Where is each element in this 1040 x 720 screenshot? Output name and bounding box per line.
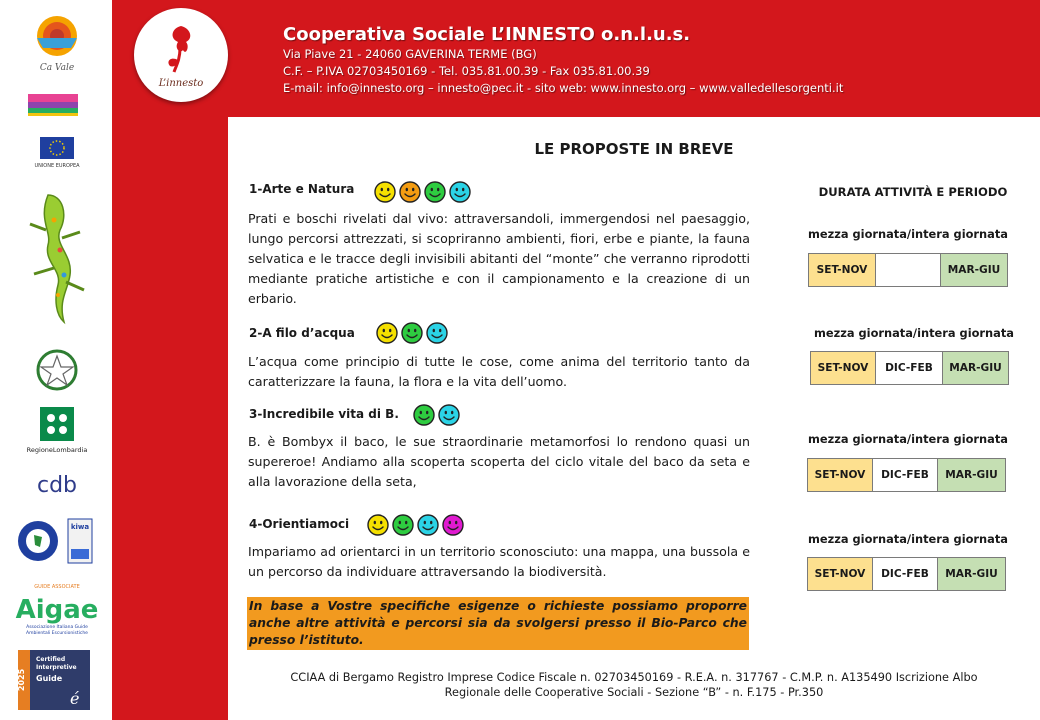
- svg-text:Certified: Certified: [36, 656, 66, 663]
- svg-text:UNIONE EUROPEA: UNIONE EUROPEA: [34, 163, 80, 169]
- svg-text:2025: 2025: [17, 668, 26, 692]
- svg-text:Interpretive: Interpretive: [36, 664, 77, 671]
- period-cell-mar-giu: MAR-GIU: [938, 558, 1005, 590]
- smiley-group: [376, 322, 448, 344]
- regione-lombardia-logo-icon: [18, 405, 96, 457]
- smiley-green-icon: [413, 404, 435, 426]
- period-cell-mar-giu: MAR-GIU: [941, 254, 1007, 286]
- smiley-green-icon: [392, 514, 414, 536]
- svg-text:é: é: [70, 689, 80, 708]
- svg-text:Ambientali Escursionistiche: Ambientali Escursionistiche: [26, 631, 88, 636]
- activity-description: Impariamo ad orientarci in un territorio sconosciuto: una mappa, una bussola e un percorso da individuare attraversando la biodiversità.: [248, 544, 750, 579]
- svg-text:kiwa: kiwa: [70, 523, 90, 531]
- aigae-logo-icon: [15, 580, 99, 640]
- period-cell-set-nov: SET-NOV: [809, 254, 876, 286]
- org-title: Cooperativa Sociale L’INNESTO o.n.l.u.s.: [283, 24, 691, 45]
- left-red-band: [112, 117, 228, 720]
- custom-proposal-note: In base a Vostre specifiche esigenze o richieste possiamo proporre anche altre attività e percorsi sia da svolgersi presso il Bio-Parco che presso l’istituto.: [247, 597, 749, 650]
- smiley-group: [413, 404, 460, 426]
- smiley-magenta-icon: [442, 514, 464, 536]
- footer-line-2: Regionale delle Cooperative Sociali - Sezione “B” - n. F.175 - Pr.350: [444, 686, 824, 699]
- activity-description: Prati e boschi rivelati dal vivo: attraversandoli, immergendosi nel paesaggio, lungo percorsi attrezzati, si scopriranno ambienti, fiori, erbe e piante, la fauna selvatica e le tracce degli invisibili abitanti del “monte” che verranno riprodotti mediante pratiche artistiche e con il campionamento e la creazione di un erbario.: [248, 211, 750, 306]
- org-fiscal: C.F. – P.IVA 02703450169 - Tel. 035.81.00.39 - Fax 035.81.00.39: [283, 64, 650, 78]
- period-cell-set-nov: SET-NOV: [808, 558, 873, 590]
- org-address: Via Piave 21 - 24060 GAVERINA TERME (BG): [283, 47, 537, 61]
- period-label: mezza giornata/intera giornata: [808, 432, 1008, 446]
- period-label: mezza giornata/intera giornata: [808, 227, 1008, 241]
- svg-text:Guide: Guide: [36, 674, 63, 683]
- period-table: [808, 253, 1008, 287]
- expo-logo-icon: [18, 90, 96, 120]
- eu-flag-icon: [18, 135, 96, 177]
- svg-text:Associazione Italiana Guide: Associazione Italiana Guide: [26, 625, 88, 630]
- republic-emblem-icon: [18, 348, 96, 392]
- period-cell-dic-feb: DIC-FEB: [873, 558, 938, 590]
- salamander-icon: [18, 190, 96, 330]
- activity-description: B. è Bombyx il baco, le sue straordinarie metamorfosi lo rendono quasi un supereroe! Andiamo alla scoperta scoperta del ciclo vitale del baco da seta e alla lavorazione della seta,: [248, 434, 750, 489]
- period-cell-mar-giu: MAR-GIU: [938, 459, 1005, 491]
- period-cell-dic-feb: [876, 254, 941, 286]
- smiley-orange-icon: [399, 181, 421, 203]
- period-cell-set-nov: SET-NOV: [808, 459, 873, 491]
- smiley-yellow-icon: [367, 514, 389, 536]
- org-contacts: E-mail: info@innesto.org – innesto@pec.it - sito web: www.innesto.org – www.valledellesorgenti.it: [283, 81, 844, 95]
- period-table: [807, 557, 1006, 591]
- activity-title: 3-Incredibile vita di B.: [249, 407, 399, 421]
- period-table: [807, 458, 1006, 492]
- activity-title: 2-A filo d’acqua: [249, 326, 355, 340]
- period-cell-dic-feb: DIC-FEB: [876, 352, 943, 384]
- smiley-cyan-icon: [426, 322, 448, 344]
- period-label: mezza giornata/intera giornata: [814, 326, 1014, 340]
- sidebar-logos: [0, 0, 112, 720]
- smiley-green-icon: [424, 181, 446, 203]
- footer: [228, 670, 1040, 700]
- smiley-cyan-icon: [438, 404, 460, 426]
- smiley-green-icon: [401, 322, 423, 344]
- activity-title: 4-Orientiamoci: [249, 517, 350, 531]
- cdb-logo-icon: [18, 468, 96, 504]
- certified-guide-badge-icon: [18, 650, 96, 710]
- svg-text:cdb: cdb: [36, 473, 78, 498]
- smiley-yellow-icon: [374, 181, 396, 203]
- svg-text:GUIDE ASSOCIATE: GUIDE ASSOCIATE: [34, 584, 80, 590]
- smiley-group: [367, 514, 464, 536]
- accredia-kiwa-logo-icon: [18, 515, 96, 567]
- activity-description: L’acqua come principio di tutte le cose, come anima del territorio tanto da caratterizzare la fauna, la flora e la vita dell’uomo.: [248, 354, 750, 389]
- smiley-yellow-icon: [376, 322, 398, 344]
- svg-text:Ca Vale: Ca Vale: [39, 63, 75, 73]
- period-cell-set-nov: SET-NOV: [811, 352, 876, 384]
- period-cell-dic-feb: DIC-FEB: [873, 459, 938, 491]
- header-band: [112, 0, 1040, 117]
- svg-text:RegioneLombardia: RegioneLombardia: [26, 446, 88, 454]
- durata-title: DURATA ATTIVITÀ E PERIODO: [818, 185, 1008, 199]
- smiley-cyan-icon: [417, 514, 439, 536]
- smiley-cyan-icon: [449, 181, 471, 203]
- page-title: LE PROPOSTE IN BREVE: [534, 140, 734, 158]
- ca-vale-logo-icon: [18, 10, 96, 80]
- period-cell-mar-giu: MAR-GIU: [943, 352, 1008, 384]
- svg-text:Aigae: Aigae: [15, 595, 99, 625]
- smiley-group: [374, 181, 471, 203]
- activity-title: 1-Arte e Natura: [249, 182, 355, 196]
- innesto-logo-text: L’innesto: [158, 78, 204, 89]
- innesto-logo: [134, 8, 228, 102]
- period-table: [810, 351, 1009, 385]
- period-label: mezza giornata/intera giornata: [808, 532, 1008, 546]
- footer-line-1: CCIAA di Bergamo Registro Imprese Codice Fiscale n. 02703450169 - R.E.A. n. 317767 - C.M.P. n. A135490 Iscrizione Albo: [290, 671, 978, 684]
